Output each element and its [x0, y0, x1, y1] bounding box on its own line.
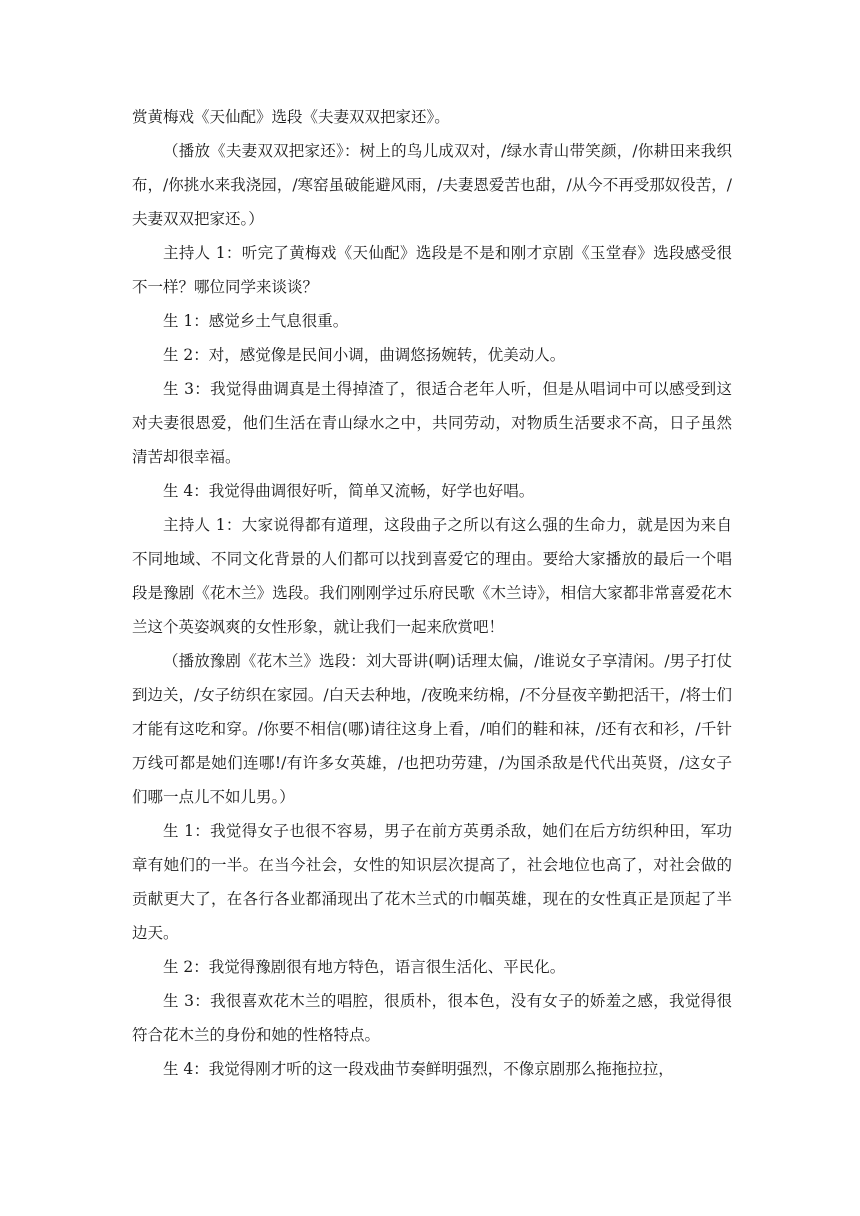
- paragraph-student-2: 生 2：对，感觉像是民间小调，曲调悠扬婉转，优美动人。: [163, 346, 566, 364]
- paragraph-intro: 赏黄梅戏《天仙配》选段《夫妻双双把家还》。: [132, 108, 450, 126]
- paragraph-student-1-huamulan: 生 1：我觉得女子也很不容易，男子在前方英勇杀敌，她们在后方纺织种田，军功章有她们的一半。在当今社会，女性的知识层次提高了，社会地位也高了，对社会做的贡献更大了，在各行各业都涌现出了花木兰式的巾帼英雄，现在的女性真正是顶起了半边天。: [132, 822, 732, 942]
- paragraph-song-lyrics-huamulan: （播放豫剧《花木兰》选段：刘大哥讲(啊)话理太偏，/谁说女子享清闲。/男子打仗到边关，/女子纺织在家园。/白天去种地，/夜晚来纺棉，/不分昼夜辛勤把活干，/将士们才能有这吃和穿。/你要不相信(哪)请往这身上看，/咱们的鞋和袜，/还有衣和衫，/千针万线可都是她们连哪!/有许多女英雄，/也把功劳建，/为国杀敌是代代出英贤，/这女子们哪一点儿不如儿男。）: [132, 652, 732, 806]
- paragraph-student-1: 生 1：感觉乡土气息很重。: [163, 312, 349, 330]
- paragraph-student-3: 生 3：我觉得曲调真是土得掉渣了，很适合老年人听，但是从唱词中可以感受到这对夫妻很恩爱，他们生活在青山绿水之中，共同劳动，对物质生活要求不高，日子虽然清苦却很幸福。: [132, 380, 732, 466]
- paragraph-student-4-huamulan: 生 4：我觉得刚才听的这一段戏曲节奏鲜明强烈，不像京剧那么拖拖拉拉，: [163, 1060, 674, 1078]
- document-page: [132, 100, 732, 1086]
- paragraph-song-lyrics-tianxianpei: （播放《夫妻双双把家还》：树上的鸟儿成双对，/绿水青山带笑颜，/你耕田来我织布，/你挑水来我浇园，/寒窑虽破能避风雨，/夫妻恩爱苦也甜，/从今不再受那奴役苦，/夫妻双双把家还。）: [132, 142, 732, 228]
- paragraph-student-3-huamulan: 生 3：我很喜欢花木兰的唱腔，很质朴，很本色，没有女子的娇羞之感，我觉得很符合花木兰的身份和她的性格特点。: [132, 992, 732, 1044]
- paragraph-host-question: 主持人 1：听完了黄梅戏《天仙配》选段是不是和刚才京剧《玉堂春》选段感受很不一样？哪位同学来谈谈？: [132, 244, 732, 296]
- paragraph-student-4: 生 4：我觉得曲调很好听，简单又流畅，好学也好唱。: [163, 482, 535, 500]
- paragraph-host-intro-huamulan: 主持人 1：大家说得都有道理，这段曲子之所以有这么强的生命力，就是因为来自不同地域、不同文化背景的人们都可以找到喜爱它的理由。要给大家播放的最后一个唱段是豫剧《花木兰》选段。我们刚刚学过乐府民歌《木兰诗》，相信大家都非常喜爱花木兰这个英姿飒爽的女性形象，就让我们一起来欣赏吧！: [132, 516, 732, 636]
- paragraph-student-2-huamulan: 生 2：我觉得豫剧很有地方特色，语言很生活化、平民化。: [163, 958, 566, 976]
